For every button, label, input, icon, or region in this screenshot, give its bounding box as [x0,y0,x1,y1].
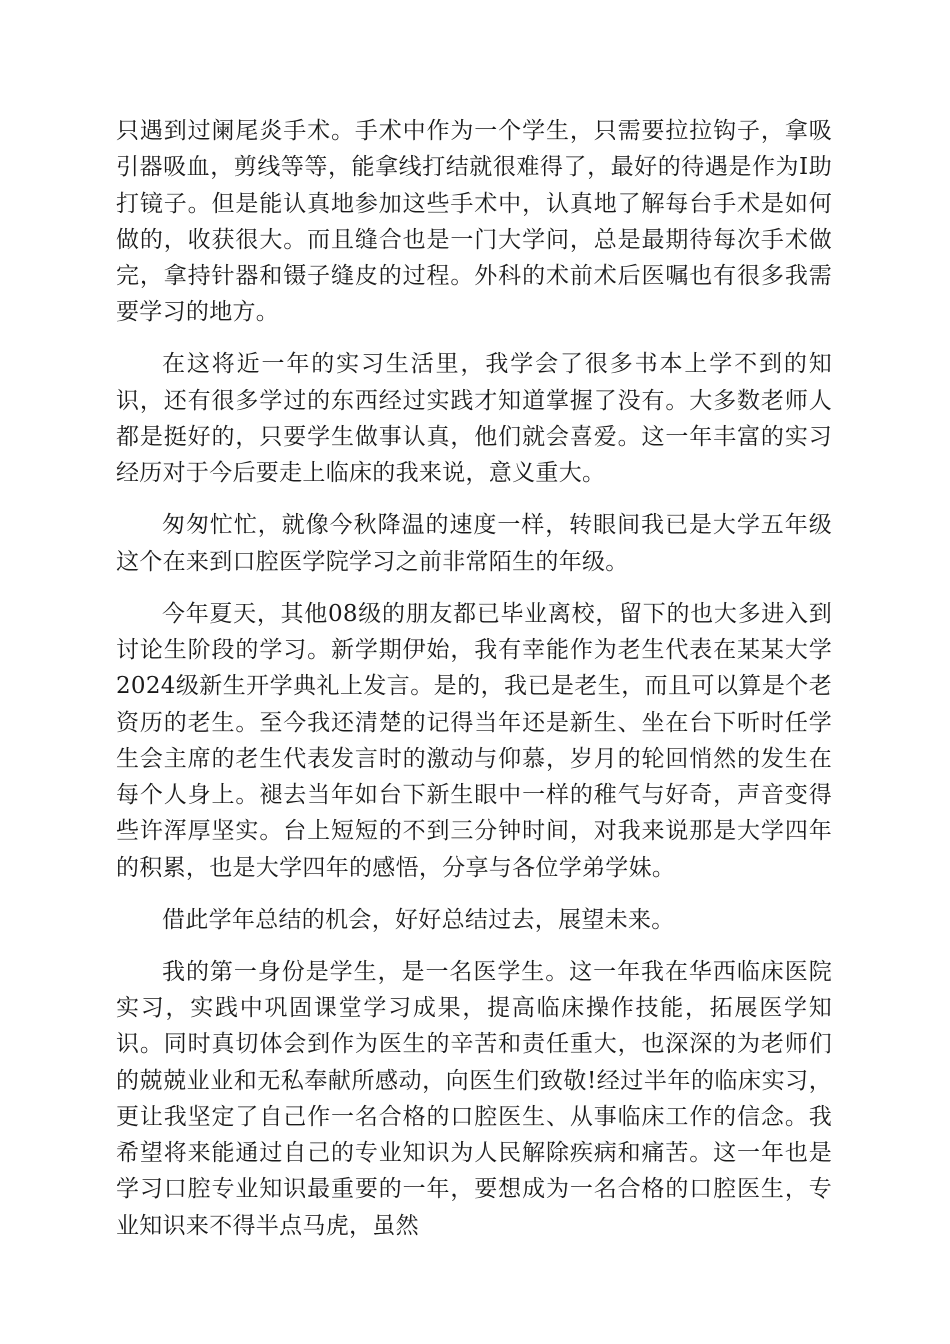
document-body [116,113,832,1260]
paragraph-4: 今年夏天，其他08级的朋友都已毕业离校，留下的也大多进入到讨论生阶段的学习。新学期伊始，我有幸能作为老生代表在某某大学2024级新生开学典礼上发言。是的，我已是老生，而且可以算是个老资历的老生。至今我还清楚的记得当年还是新生、坐在台下听时任学生会主席的老生代表发言时的激动与仰慕，岁月的轮回悄然的发生在每个人身上。褪去当年如台下新生眼中一样的稚气与好奇，声音变得些许浑厚坚实。台上短短的不到三分钟时间，对我来说那是大学四年的积累，也是大学四年的感悟，分享与各位学弟学妹。 [116,600,832,881]
paragraph-2: 在这将近一年的实习生活里，我学会了很多书本上学不到的知识，还有很多学过的东西经过实践才知道掌握了没有。大多数老师人都是挺好的，只要学生做事认真，他们就会喜爱。这一年丰富的实习经历对于今后要走上临床的我来说，意义重大。 [116,351,832,487]
paragraph-1: 只遇到过阑尾炎手术。手术中作为一个学生，只需要拉拉钩子，拿吸引器吸血，剪线等等，能拿线打结就很难得了，最好的待遇是作为Ⅰ助打镜子。但是能认真地参加这些手术中，认真地了解每台手术是如何做的，收获很大。而且缝合也是一门大学问，总是最期待每次手术做完，拿持针器和镊子缝皮的过程。外科的术前术后医嘱也有很多我需要学习的地方。 [116,118,832,326]
paragraph-3: 匆匆忙忙，就像今秋降温的速度一样，转眼间我已是大学五年级这个在来到口腔医学院学习之前非常陌生的年级。 [116,512,832,575]
paragraph-6: 我的第一身份是学生，是一名医学生。这一年我在华西临床医院实习，实践中巩固课堂学习成果，提高临床操作技能，拓展医学知识。同时真切体会到作为医生的辛苦和责任重大，也深深的为老师们的兢兢业业和无私奉献所感动，向医生们致敬!经过半年的临床实习，更让我坚定了自己作一名合格的口腔医生、从事临床工作的信念。我希望将来能通过自己的专业知识为人民解除疾病和痛苦。这一年也是学习口腔专业知识最重要的一年，要想成为一名合格的口腔医生，专业知识来不得半点马虎，虽然 [116,958,832,1239]
paragraph-5: 借此学年总结的机会，好好总结过去，展望未来。 [162,906,675,933]
